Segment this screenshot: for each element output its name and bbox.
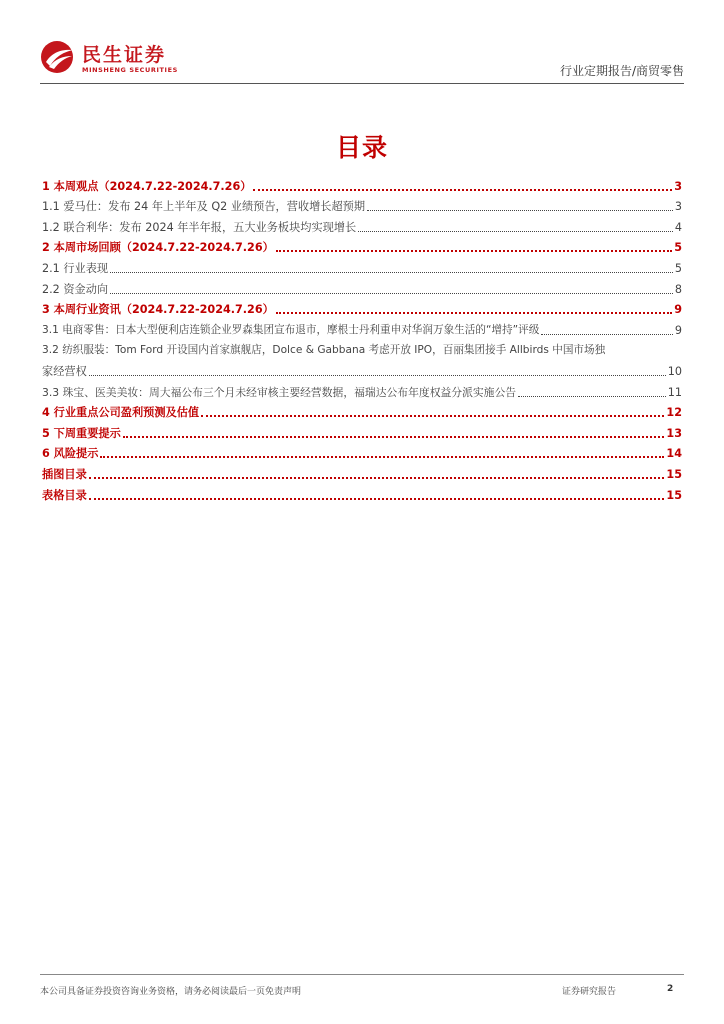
toc-entry-text: 2.2 资金动向 xyxy=(42,282,109,296)
toc-entry-page: 14 xyxy=(666,447,682,461)
toc-entry-page: 13 xyxy=(666,426,682,440)
toc-entry-text: 2.1 行业表现 xyxy=(42,261,109,275)
footer-doc-type: 证券研究报告 xyxy=(562,987,617,997)
toc-entry-text: 3.3 珠宝、医美美妆：周大福公布三个月未经审核主要经营数据，福瑞达公布年度权益分派实施公告 xyxy=(42,385,517,399)
company-logo xyxy=(40,38,200,78)
toc-leader-dots xyxy=(518,396,666,397)
toc-entry-text: 5 下周重要提示 xyxy=(42,426,121,440)
toc-entry-page: 12 xyxy=(666,406,682,420)
toc-entry-2-1[interactable] xyxy=(42,255,682,276)
toc-entry-text: 表格目录 xyxy=(42,488,87,502)
toc-leader-dots xyxy=(367,210,673,211)
toc-entry-text: 3.2 纺织服装：Tom Ford 开设国内首家旗舰店，Dolce & Gabbana 考虑开放 IPO，百丽集团接手 Allbirds 中国市场独 xyxy=(42,344,606,357)
toc-leader-dots xyxy=(276,312,672,314)
toc-leader-dots xyxy=(541,334,673,335)
toc-entry-text: 2 本周市场回顾（2024.7.22-2024.7.26） xyxy=(42,241,274,255)
logo-text-en: MINSHENG SECURITIES xyxy=(82,66,178,74)
toc-leader-dots xyxy=(201,415,664,417)
toc-entry-page: 15 xyxy=(666,488,682,502)
toc-entry-page: 4 xyxy=(674,220,682,234)
toc-entry-1-2[interactable] xyxy=(42,214,682,235)
toc-entry-text: 1 本周观点（2024.7.22-2024.7.26） xyxy=(42,179,252,193)
toc-entry-text: 3.1 电商零售：日本大型便利店连锁企业罗森集团宣布退市，摩根士丹利重申对华润万象生活的“增持”评级 xyxy=(42,323,540,336)
toc-leader-dots xyxy=(110,293,673,294)
toc-entry-page: 3 xyxy=(674,179,682,193)
toc-entry-2[interactable] xyxy=(42,235,682,256)
toc-entry-text: 4 行业重点公司盈利预测及估值 xyxy=(42,406,200,420)
toc-entry-page: 9 xyxy=(674,323,682,337)
toc-leader-dots xyxy=(253,189,672,191)
toc-entry-page: 5 xyxy=(674,261,682,275)
toc-leader-dots xyxy=(89,477,665,479)
toc-entry-5[interactable] xyxy=(42,420,682,441)
toc-leader-dots xyxy=(358,231,673,232)
toc-entry-page: 3 xyxy=(674,200,682,214)
toc-entry-3-2-line2[interactable] xyxy=(42,358,682,379)
page-header xyxy=(40,38,684,84)
toc-leader-dots xyxy=(100,456,664,458)
toc-entry-tables[interactable] xyxy=(42,482,682,503)
toc-entry-page: 11 xyxy=(667,385,682,399)
toc-entry-text: 插图目录 xyxy=(42,467,87,481)
table-of-contents xyxy=(42,173,682,503)
footer-disclaimer: 本公司具备证券投资咨询业务资格，请务必阅读最后一页免责声明 xyxy=(40,987,302,997)
toc-entry-1[interactable] xyxy=(42,173,682,194)
toc-entry-page: 10 xyxy=(667,364,682,378)
header-divider xyxy=(40,83,684,84)
toc-entry-text-continued: 家经营权 xyxy=(42,364,87,378)
toc-entry-text: 6 风险提示 xyxy=(42,447,99,461)
toc-leader-dots xyxy=(276,250,672,252)
toc-entry-text: 1.2 联合利华：发布 2024 年半年报，五大业务板块均实现增长 xyxy=(42,220,357,234)
footer-divider xyxy=(40,974,684,975)
toc-entry-3-3[interactable] xyxy=(42,379,682,400)
toc-entry-figures[interactable] xyxy=(42,461,682,482)
toc-leader-dots xyxy=(89,375,666,376)
toc-entry-1-1[interactable] xyxy=(42,194,682,215)
toc-entry-3-2-line1[interactable] xyxy=(42,338,682,359)
toc-entry-2-2[interactable] xyxy=(42,276,682,297)
toc-entry-page: 8 xyxy=(674,282,682,296)
toc-entry-3[interactable] xyxy=(42,297,682,318)
toc-leader-dots xyxy=(123,436,665,438)
toc-entry-page: 5 xyxy=(674,241,682,255)
toc-leader-dots xyxy=(110,272,673,273)
toc-entry-4[interactable] xyxy=(42,400,682,421)
minsheng-logo-icon xyxy=(40,40,76,74)
toc-leader-dots xyxy=(89,498,665,500)
logo-text-cn: 民生证券 xyxy=(82,44,167,66)
footer-page-number: 2 xyxy=(667,984,674,994)
toc-entry-6[interactable] xyxy=(42,441,682,462)
toc-entry-page: 9 xyxy=(674,303,682,317)
toc-entry-page: 15 xyxy=(666,467,682,481)
toc-entry-text: 1.1 爱马仕：发布 24 年上半年及 Q2 业绩预告，营收增长超预期 xyxy=(42,200,366,214)
toc-entry-3-1[interactable] xyxy=(42,317,682,338)
toc-title: 目录 xyxy=(335,133,388,162)
toc-entry-text: 3 本周行业资讯（2024.7.22-2024.7.26） xyxy=(42,303,274,317)
report-type-label: 行业定期报告/商贸零售 xyxy=(559,64,684,78)
